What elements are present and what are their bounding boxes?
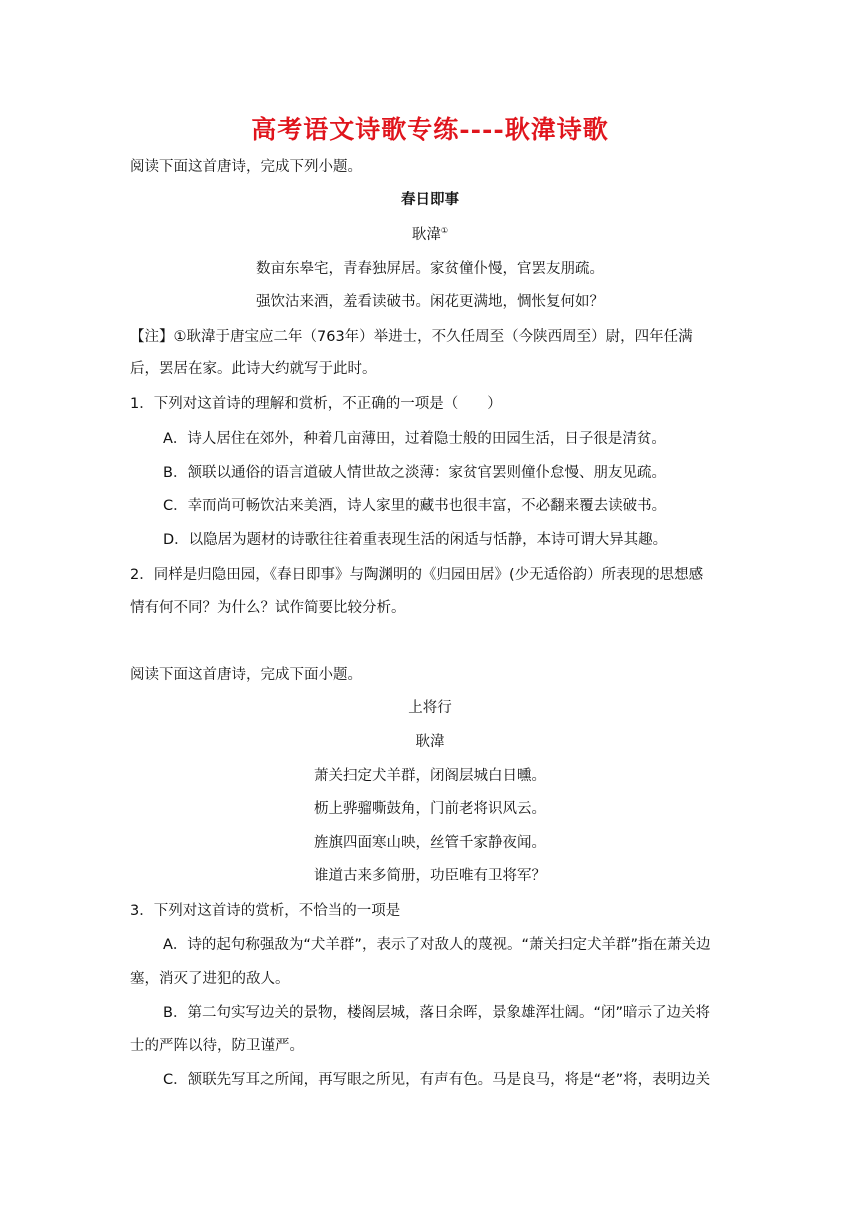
poem2-line-2: 枥上骅骝嘶鼓角，门前老将识风云。 xyxy=(314,801,546,817)
q1-stem: 1．下列对这首诗的理解和赏析，不正确的一项是（ ） xyxy=(130,396,502,412)
q1-option-a: A．诗人居住在郊外，种着几亩薄田，过着隐士般的田园生活，日子很是清贫。 xyxy=(163,431,666,447)
q1-option-b: B．颔联以通俗的语言道破人情世故之淡薄：家贫官罢则僮仆怠慢、朋友见疏。 xyxy=(163,465,666,481)
q2-line-1: 2．同样是归隐田园，《春日即事》与陶渊明的《归园田居》(少无适俗韵）所表现的思想感 xyxy=(130,567,704,583)
document-title: 高考语文诗歌专练----耿湋诗歌 xyxy=(251,115,609,144)
q3-option-c-line-1: C．颔联先写耳之所闻，再写眼之所见，有声有色。马是良马，将是“老”将，表明边关 xyxy=(163,1072,711,1088)
q3-option-b-line-1: B．第二句实写边关的景物，楼阁层城，落日余晖，景象雄浑壮阔。“闭”暗示了边关将 xyxy=(163,1005,710,1021)
section1-intro: 阅读下面这首唐诗，完成下列小题。 xyxy=(130,159,362,175)
poem2-title: 上将行 xyxy=(408,700,452,716)
poem1-note-line-2: 后，罢居在家。此诗大约就写于此时。 xyxy=(130,361,377,377)
q3-option-a-line-2: 塞，消灭了进犯的敌人。 xyxy=(130,971,290,987)
section2-intro: 阅读下面这首唐诗，完成下面小题。 xyxy=(130,667,362,683)
poem1-line-1: 数亩东皋宅，青春独屏居。家贫僮仆慢，官罢友朋疏。 xyxy=(256,261,604,277)
q3-option-a-line-1: A．诗的起句称强敌为“犬羊群”，表示了对敌人的蔑视。“萧关扫定犬羊群”指在萧关边 xyxy=(163,937,711,953)
q3-stem: 3．下列对这首诗的赏析，不恰当的一项是 xyxy=(130,903,401,919)
poem1-poet-name: 耿湋 xyxy=(411,227,441,243)
poem2-line-4: 谁道古来多简册，功臣唯有卫将军？ xyxy=(314,868,546,884)
q3-option-b-line-2: 士的严阵以待，防卫谨严。 xyxy=(130,1038,304,1054)
poem1-note-line-1: 【注】①耿湋于唐宝应二年（763年）举进士，不久任周至（今陕西周至）尉，四年任满 xyxy=(130,329,693,345)
poem2-line-1: 萧关扫定犬羊群，闭阁层城白日曛。 xyxy=(314,768,546,784)
q2-line-2: 情有何不同？为什么？试作简要比较分析。 xyxy=(130,600,406,616)
poem1-poet xyxy=(0,225,860,245)
q1-option-d: D．以隐居为题材的诗歌往往着重表现生活的闲适与恬静，本诗可谓大异其趣。 xyxy=(163,532,668,548)
poem1-note-mark: ① xyxy=(440,226,449,236)
q1-option-c: C．幸而尚可畅饮沽来美酒，诗人家里的藏书也很丰富，不必翻来覆去读破书。 xyxy=(163,498,667,514)
poem1-line-2: 强饮沽来酒，羞看读破书。闲花更满地，惆怅复何如？ xyxy=(256,294,604,310)
poem1-title: 春日即事 xyxy=(401,191,459,208)
poem2-line-3: 旌旗四面寒山映，丝管千家静夜闻。 xyxy=(314,835,546,851)
poem2-poet: 耿湋 xyxy=(415,734,445,750)
